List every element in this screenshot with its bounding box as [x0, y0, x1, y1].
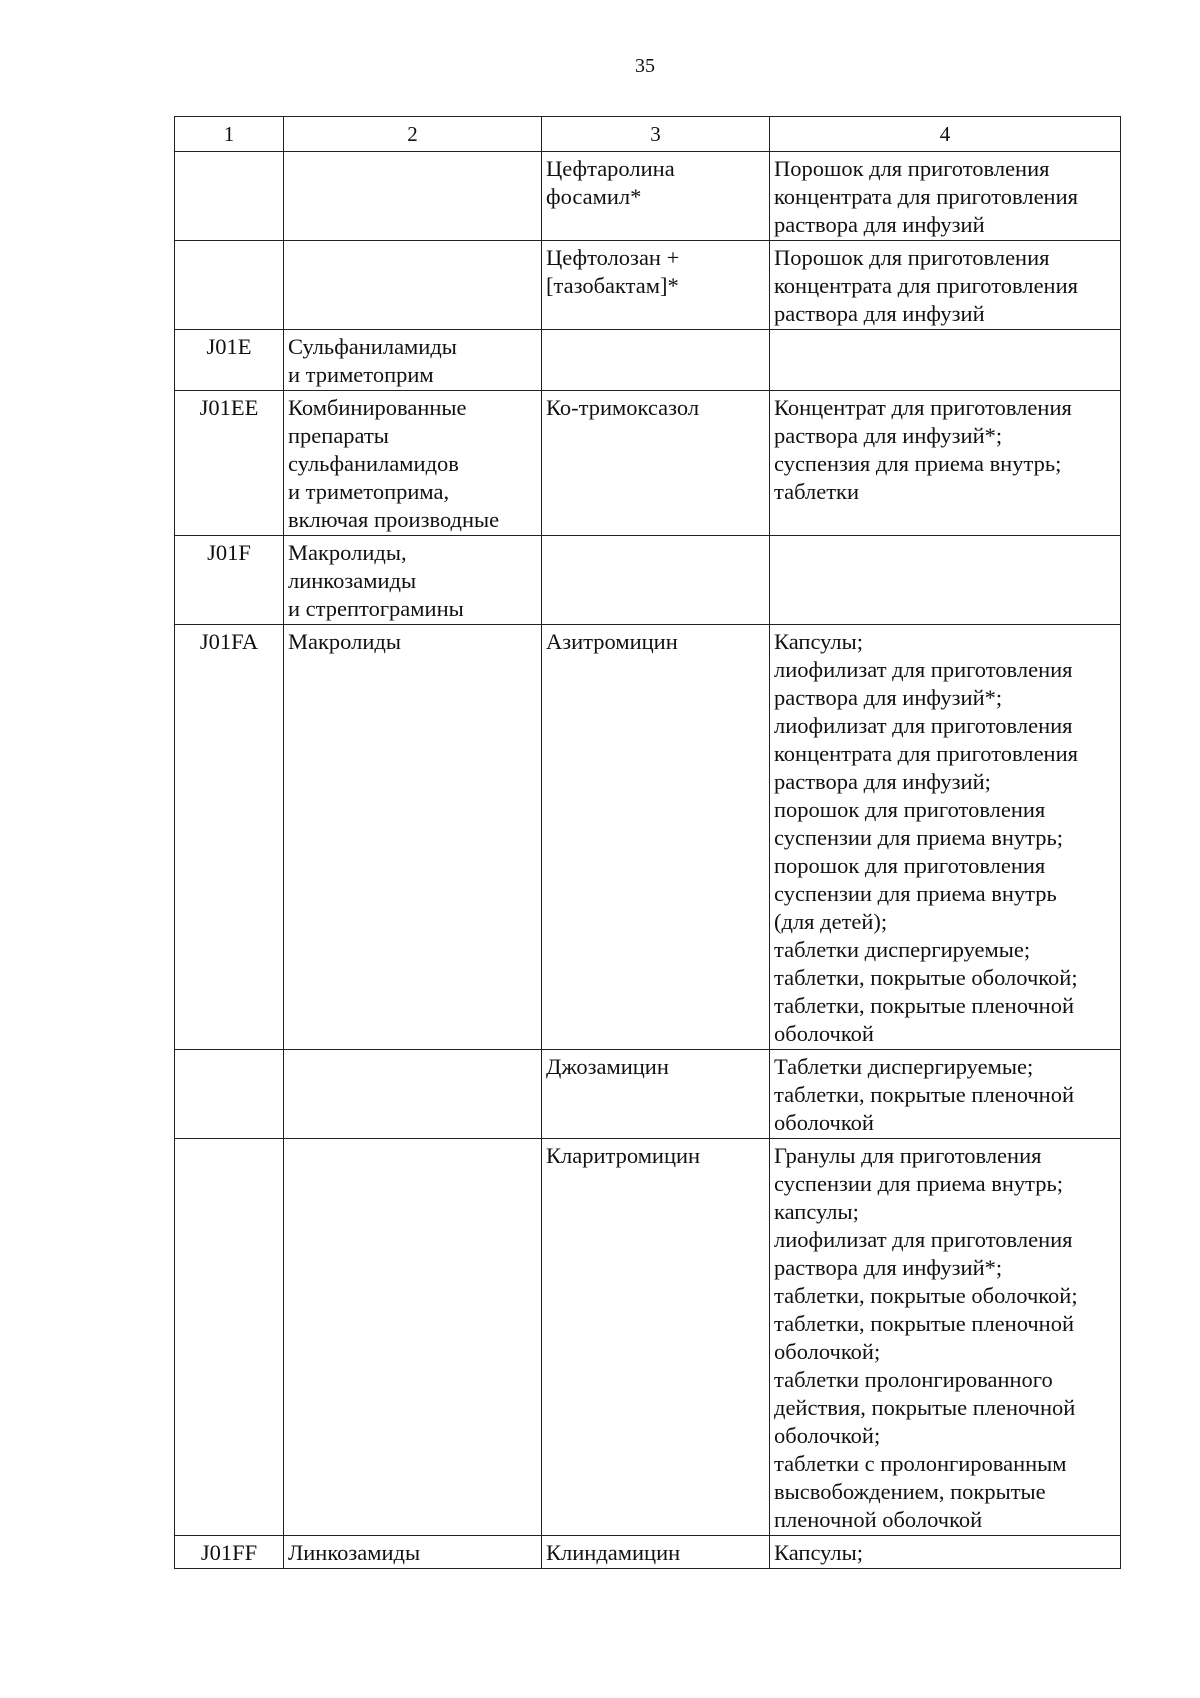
dosage-forms-cell-line: пленочной оболочкой	[774, 1507, 983, 1532]
dosage-forms-cell-line: таблетки диспергируемые;	[774, 937, 1031, 962]
group-name-cell	[284, 1139, 542, 1536]
dosage-forms-cell-line: таблетки, покрытые оболочкой;	[774, 965, 1078, 990]
drug-name-cell	[542, 536, 770, 625]
atc-code-cell: J01FA	[175, 625, 284, 1050]
dosage-forms-cell-line: Гранулы для приготовления	[774, 1143, 1042, 1168]
dosage-forms-cell-line: порошок для приготовления	[774, 797, 1046, 822]
atc-code-cell	[175, 241, 284, 330]
dosage-forms-cell-line: Таблетки диспергируемые;	[774, 1054, 1034, 1079]
drug-table	[174, 116, 1121, 1569]
group-name-cell-line: Сульфаниламиды	[288, 334, 457, 359]
dosage-forms-cell-line: таблетки, покрытые пленочной	[774, 1082, 1075, 1107]
dosage-forms-cell-line: порошок для приготовления	[774, 853, 1046, 878]
dosage-forms-cell-line: оболочкой	[774, 1021, 874, 1046]
drug-name-cell	[542, 241, 770, 330]
dosage-forms-cell	[770, 1536, 1121, 1569]
column-header-3: 3	[542, 117, 770, 152]
dosage-forms-cell	[770, 625, 1121, 1050]
dosage-forms-cell	[770, 391, 1121, 536]
table-row	[175, 1139, 1121, 1536]
dosage-forms-cell-line: раствора для инфузий	[774, 212, 985, 237]
page-number: 35	[635, 55, 655, 77]
dosage-forms-cell-line: капсулы;	[774, 1199, 859, 1224]
dosage-forms-cell-line: суспензии для приема внутрь;	[774, 825, 1064, 850]
drug-name-cell	[542, 330, 770, 391]
dosage-forms-cell-line: действия, покрытые пленочной	[774, 1395, 1076, 1420]
group-name-cell-line: препараты	[288, 423, 389, 448]
drug-name-cell-line: [тазобактам]*	[546, 273, 679, 298]
drug-name-cell	[542, 152, 770, 241]
column-header-1: 1	[175, 117, 284, 152]
drug-name-cell	[542, 1139, 770, 1536]
dosage-forms-cell	[770, 330, 1121, 391]
group-name-cell	[284, 391, 542, 536]
column-header-2: 2	[284, 117, 542, 152]
drug-name-cell-line: Кларитромицин	[546, 1143, 701, 1168]
drug-name-cell	[542, 391, 770, 536]
atc-code-cell: J01FF	[175, 1536, 284, 1569]
dosage-forms-cell-line: оболочкой;	[774, 1339, 881, 1364]
dosage-forms-cell-line: концентрата для приготовления	[774, 184, 1078, 209]
drug-name-cell	[542, 1536, 770, 1569]
dosage-forms-cell-line: Капсулы;	[774, 629, 863, 654]
dosage-forms-cell-line: таблетки с пролонгированным	[774, 1451, 1067, 1476]
dosage-forms-cell-line: Порошок для приготовления	[774, 245, 1050, 270]
drug-name-cell	[542, 1050, 770, 1139]
dosage-forms-cell-line: таблетки, покрытые оболочкой;	[774, 1283, 1078, 1308]
group-name-cell-line: и триметоприм	[288, 362, 434, 387]
dosage-forms-cell-line: лиофилизат для приготовления	[774, 1227, 1073, 1252]
dosage-forms-cell-line: суспензия для приема внутрь;	[774, 451, 1062, 476]
group-name-cell-line: и триметоприма,	[288, 479, 450, 504]
group-name-cell	[284, 1536, 542, 1569]
dosage-forms-cell-line: таблетки пролонгированного	[774, 1367, 1053, 1392]
atc-code-cell	[175, 152, 284, 241]
group-name-cell-line: Комбинированные	[288, 395, 467, 420]
dosage-forms-cell-line: раствора для инфузий*;	[774, 423, 1003, 448]
dosage-forms-cell-line: (для детей);	[774, 909, 888, 934]
table-row	[175, 536, 1121, 625]
group-name-cell-line: включая производные	[288, 507, 500, 532]
dosage-forms-cell-line: раствора для инфузий	[774, 301, 985, 326]
table-row	[175, 391, 1121, 536]
dosage-forms-cell-line: Капсулы;	[774, 1540, 863, 1565]
group-name-cell-line: и стрептограмины	[288, 596, 464, 621]
dosage-forms-cell-line: лиофилизат для приготовления	[774, 713, 1073, 738]
dosage-forms-cell-line: раствора для инфузий*;	[774, 1255, 1003, 1280]
group-name-cell-line: сульфаниламидов	[288, 451, 459, 476]
dosage-forms-cell	[770, 536, 1121, 625]
group-name-cell	[284, 152, 542, 241]
column-header-4: 4	[770, 117, 1121, 152]
dosage-forms-cell	[770, 1050, 1121, 1139]
dosage-forms-cell-line: Порошок для приготовления	[774, 156, 1050, 181]
dosage-forms-cell-line: лиофилизат для приготовления	[774, 657, 1073, 682]
dosage-forms-cell-line: раствора для инфузий;	[774, 769, 991, 794]
dosage-forms-cell-line: оболочкой	[774, 1110, 874, 1135]
drug-name-cell-line: Цефтаролина	[546, 156, 675, 181]
dosage-forms-cell-line: оболочкой;	[774, 1423, 881, 1448]
atc-code-cell: J01F	[175, 536, 284, 625]
drug-name-cell	[542, 625, 770, 1050]
dosage-forms-cell-line: таблетки, покрытые пленочной	[774, 993, 1075, 1018]
dosage-forms-cell	[770, 241, 1121, 330]
drug-name-cell-line: Азитромицин	[546, 629, 678, 654]
dosage-forms-cell-line: концентрата для приготовления	[774, 741, 1078, 766]
group-name-cell-line: линкозамиды	[288, 568, 417, 593]
drug-name-cell-line: фосамил*	[546, 184, 642, 209]
table-row	[175, 1050, 1121, 1139]
dosage-forms-cell-line: концентрата для приготовления	[774, 273, 1078, 298]
dosage-forms-cell-line: суспензии для приема внутрь	[774, 881, 1057, 906]
atc-code-cell: J01EE	[175, 391, 284, 536]
table-row	[175, 152, 1121, 241]
dosage-forms-cell-line: таблетки, покрытые пленочной	[774, 1311, 1075, 1336]
dosage-forms-cell	[770, 152, 1121, 241]
drug-name-cell-line: Ко-тримоксазол	[546, 395, 700, 420]
table-header-row	[175, 117, 1121, 152]
atc-code-cell	[175, 1050, 284, 1139]
group-name-cell	[284, 241, 542, 330]
group-name-cell	[284, 536, 542, 625]
group-name-cell-line: Линкозамиды	[288, 1540, 421, 1565]
group-name-cell	[284, 330, 542, 391]
dosage-forms-cell-line: высвобождением, покрытые	[774, 1479, 1046, 1504]
drug-name-cell-line: Джозамицин	[546, 1054, 669, 1079]
group-name-cell-line: Макролиды,	[288, 540, 407, 565]
table-row	[175, 241, 1121, 330]
dosage-forms-cell	[770, 1139, 1121, 1536]
drug-name-cell-line: Цефтолозан +	[546, 245, 680, 270]
table-row	[175, 625, 1121, 1050]
drug-name-cell-line: Клиндамицин	[546, 1540, 681, 1565]
dosage-forms-cell-line: Концентрат для приготовления	[774, 395, 1072, 420]
table-row	[175, 330, 1121, 391]
group-name-cell	[284, 625, 542, 1050]
atc-code-cell: J01E	[175, 330, 284, 391]
dosage-forms-cell-line: суспензии для приема внутрь;	[774, 1171, 1064, 1196]
table-row	[175, 1536, 1121, 1569]
atc-code-cell	[175, 1139, 284, 1536]
dosage-forms-cell-line: раствора для инфузий*;	[774, 685, 1003, 710]
dosage-forms-cell-line: таблетки	[774, 479, 860, 504]
group-name-cell	[284, 1050, 542, 1139]
group-name-cell-line: Макролиды	[288, 629, 401, 654]
